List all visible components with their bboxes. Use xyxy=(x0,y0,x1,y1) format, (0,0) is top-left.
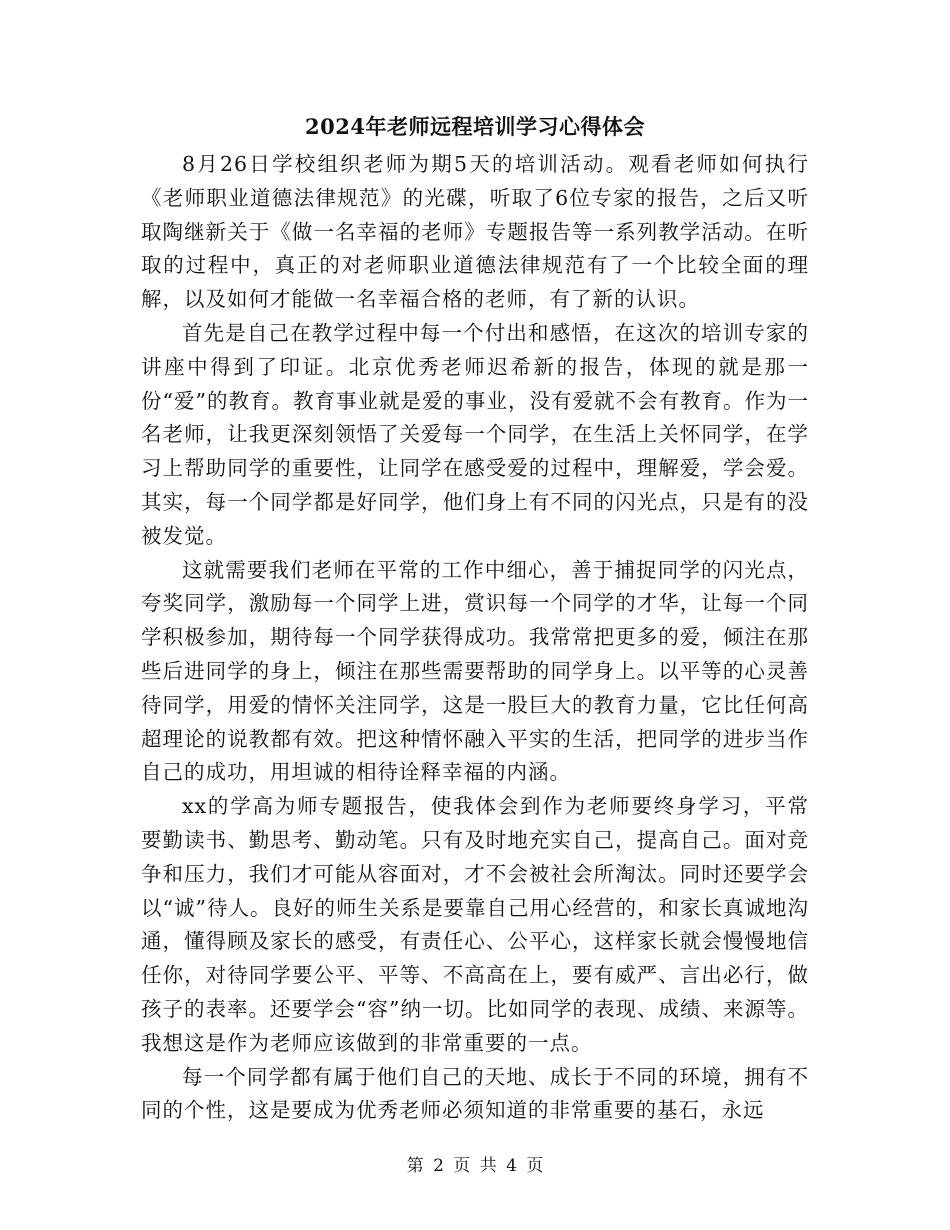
paragraph: xx的学高为师专题报告，使我体会到作为老师要终身学习，平常要勤读书、勤思考、勤动笔。只有及时地充实自己，提高自己。面对竞争和压力，我们才可能从容面对，才不会被社会所淘汰。同时还要学会以“诚”待人。良好的师生关系是要靠自己用心经营的，和家长真诚地沟通，懂得顾及家长的感受，有责任心、公平心，这样家长就会慢慢地信任你，对待同学要公平、平等、不高高在上，要有威严、言出必行，做孩子的表率。还要学会“容”纳一切。比如同学的表现、成绩、来源等。我想这是作为老师应该做到的非常重要的一点。 xyxy=(141,794,809,1055)
document-body xyxy=(141,148,809,1128)
paragraph: 这就需要我们老师在平常的工作中细心，善于捕捉同学的闪光点，夸奖同学，激励每一个同学上进，赏识每一个同学的才华，让每一个同学积极参加，期待每一个同学获得成功。我常常把更多的爱，倾注在那些后进同学的身上，倾注在那些需要帮助的同学身上。以平等的心灵善待同学，用爱的情怀关注同学，这是一股巨大的教育力量，它比任何高超理论的说教都有效。把这种情怀融入平实的生活，把同学的进步当作自己的成功，用坦诚的相待诠释幸福的内涵。 xyxy=(141,557,809,785)
page-number-footer: 第 2 页 共 4 页 xyxy=(406,1156,544,1176)
paragraph: 8月26日学校组织老师为期5天的培训活动。观看老师如何执行《老师职业道德法律规范》的光碟，听取了6位专家的报告，之后又听取陶继新关于《做一名幸福的老师》专题报告等一系列教学活动。在听取的过程中，真正的对老师职业道德法律规范有了一个比较全面的理解，以及如何才能做一名幸福合格的老师，有了新的认识。 xyxy=(141,152,809,312)
document-title: 2024年老师远程培训学习心得体会 xyxy=(305,114,645,139)
paragraph: 首先是自己在教学过程中每一个付出和感悟，在这次的培训专家的讲座中得到了印证。北京优秀老师迟希新的报告，体现的就是那一份“爱”的教育。教育事业就是爱的事业，没有爱就不会有教育。作为一名老师，让我更深刻领悟了关爱每一个同学，在生活上关怀同学，在学习上帮助同学的重要性，让同学在感受爱的过程中，理解爱，学会爱。其实，每一个同学都是好同学，他们身上有不同的闪光点，只是有的没被发觉。 xyxy=(141,320,809,548)
paragraph: 每一个同学都有属于他们自己的天地、成长于不同的环境，拥有不同的个性，这是要成为优秀老师必须知道的非常重要的基石，永远 xyxy=(141,1064,809,1123)
